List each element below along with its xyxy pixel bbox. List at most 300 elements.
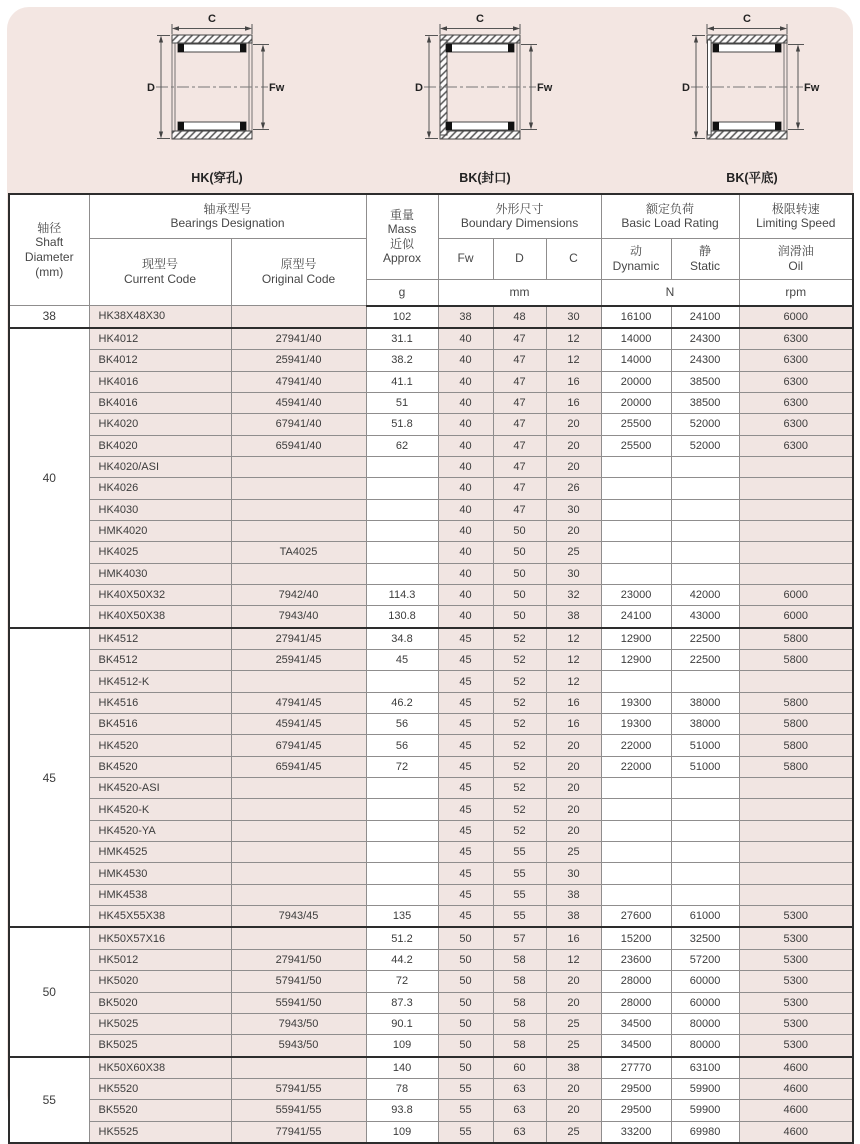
table-row — [9, 1078, 853, 1099]
d-cell: 47 — [493, 371, 546, 392]
oil-speed-cell: 4600 — [739, 1100, 853, 1121]
table-row — [9, 906, 853, 928]
fw-cell: 40 — [438, 371, 493, 392]
c-cell: 25 — [546, 842, 601, 863]
dynamic-load-cell: 27770 — [601, 1057, 671, 1079]
dynamic-load-cell: 28000 — [601, 971, 671, 992]
table-row — [9, 650, 853, 671]
d-cell: 47 — [493, 328, 546, 350]
dynamic-load-cell: 23600 — [601, 949, 671, 970]
unit-rpm: rpm — [739, 279, 853, 306]
d-cell: 55 — [493, 884, 546, 905]
mass-cell: 102 — [366, 306, 438, 328]
diagram-label: BK(封口) — [459, 171, 511, 185]
col-header-mass: 重量 Mass 近似 Approx — [366, 194, 438, 279]
c-cell: 16 — [546, 392, 601, 413]
shaft-diameter-cell: 55 — [9, 1057, 89, 1143]
c-cell: 20 — [546, 520, 601, 541]
d-cell: 55 — [493, 863, 546, 884]
static-load-cell — [671, 542, 739, 563]
original-code-cell: 7943/45 — [231, 906, 366, 928]
table-row — [9, 306, 853, 328]
original-code-cell: 45941/40 — [231, 392, 366, 413]
table-row — [9, 820, 853, 841]
original-code-cell: 27941/40 — [231, 328, 366, 350]
original-code-cell — [231, 306, 366, 328]
static-load-cell — [671, 671, 739, 692]
c-cell: 12 — [546, 949, 601, 970]
original-code-cell: 47941/45 — [231, 692, 366, 713]
fw-cell: 50 — [438, 1057, 493, 1079]
oil-speed-cell: 5800 — [739, 628, 853, 650]
original-code-cell — [231, 842, 366, 863]
c-cell: 20 — [546, 971, 601, 992]
dynamic-load-cell: 14000 — [601, 328, 671, 350]
dynamic-load-cell — [601, 456, 671, 477]
dynamic-load-cell: 19300 — [601, 692, 671, 713]
mass-cell — [366, 499, 438, 520]
fw-cell: 45 — [438, 735, 493, 756]
original-code-cell — [231, 456, 366, 477]
fw-cell: 40 — [438, 606, 493, 628]
table-row — [9, 435, 853, 456]
oil-speed-cell: 5800 — [739, 650, 853, 671]
oil-speed-cell: 4600 — [739, 1078, 853, 1099]
table-header — [9, 194, 853, 306]
dynamic-load-cell: 22000 — [601, 756, 671, 777]
fw-cell: 45 — [438, 906, 493, 928]
dynamic-load-cell: 25500 — [601, 414, 671, 435]
col-header-basic-load-rating: 额定负荷 Basic Load Rating — [601, 194, 739, 238]
d-cell: 52 — [493, 778, 546, 799]
mass-cell — [366, 778, 438, 799]
current-code-cell: HK4520 — [89, 735, 231, 756]
d-cell: 63 — [493, 1100, 546, 1121]
dynamic-load-cell: 22000 — [601, 735, 671, 756]
mass-cell: 51.2 — [366, 927, 438, 949]
mass-cell: 135 — [366, 906, 438, 928]
static-load-cell — [671, 456, 739, 477]
bearing-cross-section — [112, 13, 322, 163]
mass-cell: 46.2 — [366, 692, 438, 713]
oil-speed-cell — [739, 671, 853, 692]
oil-speed-cell: 6300 — [739, 371, 853, 392]
original-code-cell: 5943/50 — [231, 1035, 366, 1057]
oil-speed-cell: 6300 — [739, 350, 853, 371]
current-code-cell: HMK4530 — [89, 863, 231, 884]
diagram-label: HK(穿孔) — [191, 171, 243, 185]
static-load-cell: 52000 — [671, 435, 739, 456]
current-code-cell: HMK4020 — [89, 520, 231, 541]
mass-cell: 130.8 — [366, 606, 438, 628]
oil-speed-cell: 4600 — [739, 1121, 853, 1143]
dynamic-load-cell: 16100 — [601, 306, 671, 328]
table-row — [9, 799, 853, 820]
current-code-cell: HK4520-ASI — [89, 778, 231, 799]
dynamic-load-cell — [601, 799, 671, 820]
oil-speed-cell: 6000 — [739, 584, 853, 605]
d-cell: 47 — [493, 392, 546, 413]
oil-speed-cell: 6300 — [739, 435, 853, 456]
current-code-cell: BK5025 — [89, 1035, 231, 1057]
oil-speed-cell: 6300 — [739, 414, 853, 435]
static-load-cell: 60000 — [671, 992, 739, 1013]
fw-cell: 45 — [438, 799, 493, 820]
table-body — [9, 306, 853, 1143]
fw-cell: 50 — [438, 927, 493, 949]
table-row — [9, 884, 853, 905]
table-row — [9, 520, 853, 541]
fw-cell: 45 — [438, 884, 493, 905]
mass-cell — [366, 542, 438, 563]
c-cell: 16 — [546, 927, 601, 949]
c-cell: 20 — [546, 799, 601, 820]
table-row — [9, 778, 853, 799]
col-header-boundary-dimensions: 外形尺寸 Boundary Dimensions — [438, 194, 601, 238]
current-code-cell: HK4016 — [89, 371, 231, 392]
table-row — [9, 371, 853, 392]
svg-text:D: D — [682, 82, 690, 94]
fw-cell: 45 — [438, 671, 493, 692]
dynamic-load-cell: 20000 — [601, 392, 671, 413]
oil-speed-cell: 5800 — [739, 714, 853, 735]
static-load-cell: 38500 — [671, 371, 739, 392]
bearing-cross-section-icon — [112, 13, 322, 168]
original-code-cell — [231, 799, 366, 820]
oil-speed-cell — [739, 842, 853, 863]
unit-mm: mm — [438, 279, 601, 306]
diagram-label: BK(平底) — [726, 171, 778, 185]
fw-cell: 50 — [438, 992, 493, 1013]
mass-cell — [366, 520, 438, 541]
bearing-spec-table — [8, 193, 854, 1144]
current-code-cell: HMK4030 — [89, 563, 231, 584]
dynamic-load-cell: 34500 — [601, 1013, 671, 1034]
d-cell: 50 — [493, 606, 546, 628]
c-cell: 20 — [546, 414, 601, 435]
mass-cell: 44.2 — [366, 949, 438, 970]
d-cell: 58 — [493, 992, 546, 1013]
mass-cell — [366, 563, 438, 584]
current-code-cell: HK45X55X38 — [89, 906, 231, 928]
original-code-cell: 55941/55 — [231, 1100, 366, 1121]
c-cell: 12 — [546, 328, 601, 350]
table-row — [9, 499, 853, 520]
fw-cell: 40 — [438, 478, 493, 499]
original-code-cell — [231, 499, 366, 520]
original-code-cell: 65941/40 — [231, 435, 366, 456]
original-code-cell — [231, 820, 366, 841]
mass-cell — [366, 884, 438, 905]
oil-speed-cell — [739, 863, 853, 884]
mass-cell: 31.1 — [366, 328, 438, 350]
static-load-cell: 38000 — [671, 714, 739, 735]
fw-cell: 55 — [438, 1121, 493, 1143]
dynamic-load-cell: 19300 — [601, 714, 671, 735]
unit-n: N — [601, 279, 739, 306]
oil-speed-cell: 5300 — [739, 927, 853, 949]
original-code-cell: 65941/45 — [231, 756, 366, 777]
current-code-cell: HK4516 — [89, 692, 231, 713]
fw-cell: 45 — [438, 692, 493, 713]
oil-speed-cell: 5800 — [739, 756, 853, 777]
oil-speed-cell: 5800 — [739, 692, 853, 713]
oil-speed-cell — [739, 778, 853, 799]
oil-speed-cell: 4600 — [739, 1057, 853, 1079]
mass-cell: 93.8 — [366, 1100, 438, 1121]
static-load-cell — [671, 863, 739, 884]
c-cell: 12 — [546, 671, 601, 692]
mass-cell — [366, 863, 438, 884]
fw-cell: 45 — [438, 756, 493, 777]
static-load-cell: 80000 — [671, 1035, 739, 1057]
oil-speed-cell — [739, 456, 853, 477]
c-cell: 20 — [546, 1100, 601, 1121]
table-row — [9, 478, 853, 499]
static-load-cell — [671, 820, 739, 841]
fw-cell: 38 — [438, 306, 493, 328]
fw-cell: 50 — [438, 1013, 493, 1034]
c-cell: 30 — [546, 863, 601, 884]
c-cell: 30 — [546, 563, 601, 584]
fw-cell: 40 — [438, 435, 493, 456]
static-load-cell — [671, 842, 739, 863]
original-code-cell: 7943/50 — [231, 1013, 366, 1034]
c-cell: 25 — [546, 1035, 601, 1057]
fw-cell: 55 — [438, 1100, 493, 1121]
original-code-cell: 27941/50 — [231, 949, 366, 970]
table-row — [9, 842, 853, 863]
d-cell: 58 — [493, 949, 546, 970]
mass-cell: 62 — [366, 435, 438, 456]
original-code-cell: 45941/45 — [231, 714, 366, 735]
static-load-cell: 24300 — [671, 328, 739, 350]
col-header-static: 静 Static — [671, 238, 739, 279]
fw-cell: 40 — [438, 414, 493, 435]
original-code-cell: 27941/45 — [231, 628, 366, 650]
current-code-cell: HK5020 — [89, 971, 231, 992]
col-header-c: C — [546, 238, 601, 279]
original-code-cell: 57941/55 — [231, 1078, 366, 1099]
col-header-shaft-diameter: 轴径 Shaft Diameter (mm) — [9, 194, 89, 306]
table-row — [9, 863, 853, 884]
fw-cell: 45 — [438, 820, 493, 841]
d-cell: 50 — [493, 542, 546, 563]
c-cell: 12 — [546, 650, 601, 671]
d-cell: 52 — [493, 628, 546, 650]
current-code-cell: HK4020/ASI — [89, 456, 231, 477]
current-code-cell: HK5012 — [89, 949, 231, 970]
current-code-cell: HK4520-K — [89, 799, 231, 820]
col-header-current-code: 现型号 Current Code — [89, 238, 231, 306]
current-code-cell: BK4512 — [89, 650, 231, 671]
dynamic-load-cell — [601, 884, 671, 905]
dynamic-load-cell: 34500 — [601, 1035, 671, 1057]
table-row — [9, 456, 853, 477]
table-row — [9, 1035, 853, 1057]
svg-text:C: C — [208, 13, 216, 25]
current-code-cell: BK4016 — [89, 392, 231, 413]
dynamic-load-cell: 20000 — [601, 371, 671, 392]
svg-text:C: C — [476, 13, 484, 25]
table-row — [9, 414, 853, 435]
fw-cell: 40 — [438, 584, 493, 605]
bearing-diagram-bk-flat — [647, 13, 857, 186]
static-load-cell: 60000 — [671, 971, 739, 992]
dynamic-load-cell: 12900 — [601, 628, 671, 650]
col-header-original-code: 原型号 Original Code — [231, 238, 366, 306]
table-row — [9, 350, 853, 371]
d-cell: 47 — [493, 456, 546, 477]
d-cell: 55 — [493, 842, 546, 863]
dynamic-load-cell — [601, 563, 671, 584]
original-code-cell — [231, 520, 366, 541]
unit-g: g — [366, 279, 438, 306]
table-row — [9, 392, 853, 413]
svg-text:Fw: Fw — [269, 82, 285, 94]
c-cell: 38 — [546, 1057, 601, 1079]
mass-cell: 56 — [366, 714, 438, 735]
original-code-cell: 47941/40 — [231, 371, 366, 392]
mass-cell — [366, 671, 438, 692]
svg-text:Fw: Fw — [537, 82, 553, 94]
oil-speed-cell — [739, 542, 853, 563]
dynamic-load-cell — [601, 478, 671, 499]
mass-cell: 38.2 — [366, 350, 438, 371]
mass-cell — [366, 478, 438, 499]
table-row — [9, 735, 853, 756]
d-cell: 48 — [493, 306, 546, 328]
d-cell: 52 — [493, 650, 546, 671]
c-cell: 38 — [546, 884, 601, 905]
current-code-cell: HK4025 — [89, 542, 231, 563]
original-code-cell: 67941/45 — [231, 735, 366, 756]
table-row — [9, 1100, 853, 1121]
mass-cell: 78 — [366, 1078, 438, 1099]
c-cell: 20 — [546, 756, 601, 777]
original-code-cell — [231, 1057, 366, 1079]
diagram-strip — [7, 7, 853, 187]
mass-cell: 56 — [366, 735, 438, 756]
d-cell: 60 — [493, 1057, 546, 1079]
current-code-cell: HK50X60X38 — [89, 1057, 231, 1079]
static-load-cell — [671, 520, 739, 541]
static-load-cell: 80000 — [671, 1013, 739, 1034]
table-row — [9, 949, 853, 970]
current-code-cell: HK4020 — [89, 414, 231, 435]
bearing-diagram-hk — [112, 13, 322, 186]
oil-speed-cell — [739, 799, 853, 820]
dynamic-load-cell: 15200 — [601, 927, 671, 949]
static-load-cell: 59900 — [671, 1078, 739, 1099]
static-load-cell — [671, 778, 739, 799]
dynamic-load-cell: 23000 — [601, 584, 671, 605]
dynamic-load-cell — [601, 842, 671, 863]
fw-cell: 40 — [438, 328, 493, 350]
static-load-cell: 24300 — [671, 350, 739, 371]
d-cell: 47 — [493, 435, 546, 456]
static-load-cell — [671, 884, 739, 905]
d-cell: 63 — [493, 1078, 546, 1099]
table-row — [9, 584, 853, 605]
mass-cell: 45 — [366, 650, 438, 671]
original-code-cell — [231, 478, 366, 499]
d-cell: 47 — [493, 499, 546, 520]
d-cell: 52 — [493, 714, 546, 735]
mass-cell: 87.3 — [366, 992, 438, 1013]
static-load-cell — [671, 478, 739, 499]
c-cell: 20 — [546, 735, 601, 756]
static-load-cell: 52000 — [671, 414, 739, 435]
static-load-cell — [671, 799, 739, 820]
dynamic-load-cell: 24100 — [601, 606, 671, 628]
oil-speed-cell — [739, 820, 853, 841]
static-load-cell: 22500 — [671, 650, 739, 671]
fw-cell: 40 — [438, 392, 493, 413]
mass-cell: 34.8 — [366, 628, 438, 650]
c-cell: 12 — [546, 350, 601, 371]
oil-speed-cell: 5300 — [739, 1013, 853, 1034]
mass-cell: 72 — [366, 756, 438, 777]
d-cell: 52 — [493, 735, 546, 756]
table-row — [9, 992, 853, 1013]
static-load-cell: 32500 — [671, 927, 739, 949]
mass-cell — [366, 456, 438, 477]
c-cell: 26 — [546, 478, 601, 499]
current-code-cell: HK4520-YA — [89, 820, 231, 841]
shaft-diameter-cell: 40 — [9, 328, 89, 628]
d-cell: 63 — [493, 1121, 546, 1143]
fw-cell: 50 — [438, 1035, 493, 1057]
dynamic-load-cell: 29500 — [601, 1078, 671, 1099]
original-code-cell — [231, 863, 366, 884]
fw-cell: 45 — [438, 650, 493, 671]
oil-speed-cell — [739, 520, 853, 541]
table-row — [9, 692, 853, 713]
current-code-cell: HK4512 — [89, 628, 231, 650]
mass-cell: 51 — [366, 392, 438, 413]
static-load-cell: 22500 — [671, 628, 739, 650]
oil-speed-cell: 5300 — [739, 949, 853, 970]
c-cell: 16 — [546, 371, 601, 392]
static-load-cell: 43000 — [671, 606, 739, 628]
bearing-cross-section — [647, 13, 857, 163]
svg-text:C: C — [743, 13, 751, 25]
c-cell: 20 — [546, 992, 601, 1013]
table-row — [9, 628, 853, 650]
c-cell: 20 — [546, 1078, 601, 1099]
oil-speed-cell: 5800 — [739, 735, 853, 756]
c-cell: 25 — [546, 542, 601, 563]
mass-cell: 114.3 — [366, 584, 438, 605]
original-code-cell: 25941/45 — [231, 650, 366, 671]
original-code-cell — [231, 671, 366, 692]
current-code-cell: HK4012 — [89, 328, 231, 350]
bearing-diagram-bk-sealed — [380, 13, 590, 186]
oil-speed-cell: 5300 — [739, 971, 853, 992]
shaft-diameter-cell: 38 — [9, 306, 89, 328]
fw-cell: 40 — [438, 456, 493, 477]
current-code-cell: HK4030 — [89, 499, 231, 520]
oil-speed-cell — [739, 499, 853, 520]
static-load-cell: 69980 — [671, 1121, 739, 1143]
original-code-cell: 77941/55 — [231, 1121, 366, 1143]
c-cell: 16 — [546, 714, 601, 735]
current-code-cell: BK4012 — [89, 350, 231, 371]
original-code-cell — [231, 884, 366, 905]
dynamic-load-cell: 27600 — [601, 906, 671, 928]
d-cell: 47 — [493, 350, 546, 371]
